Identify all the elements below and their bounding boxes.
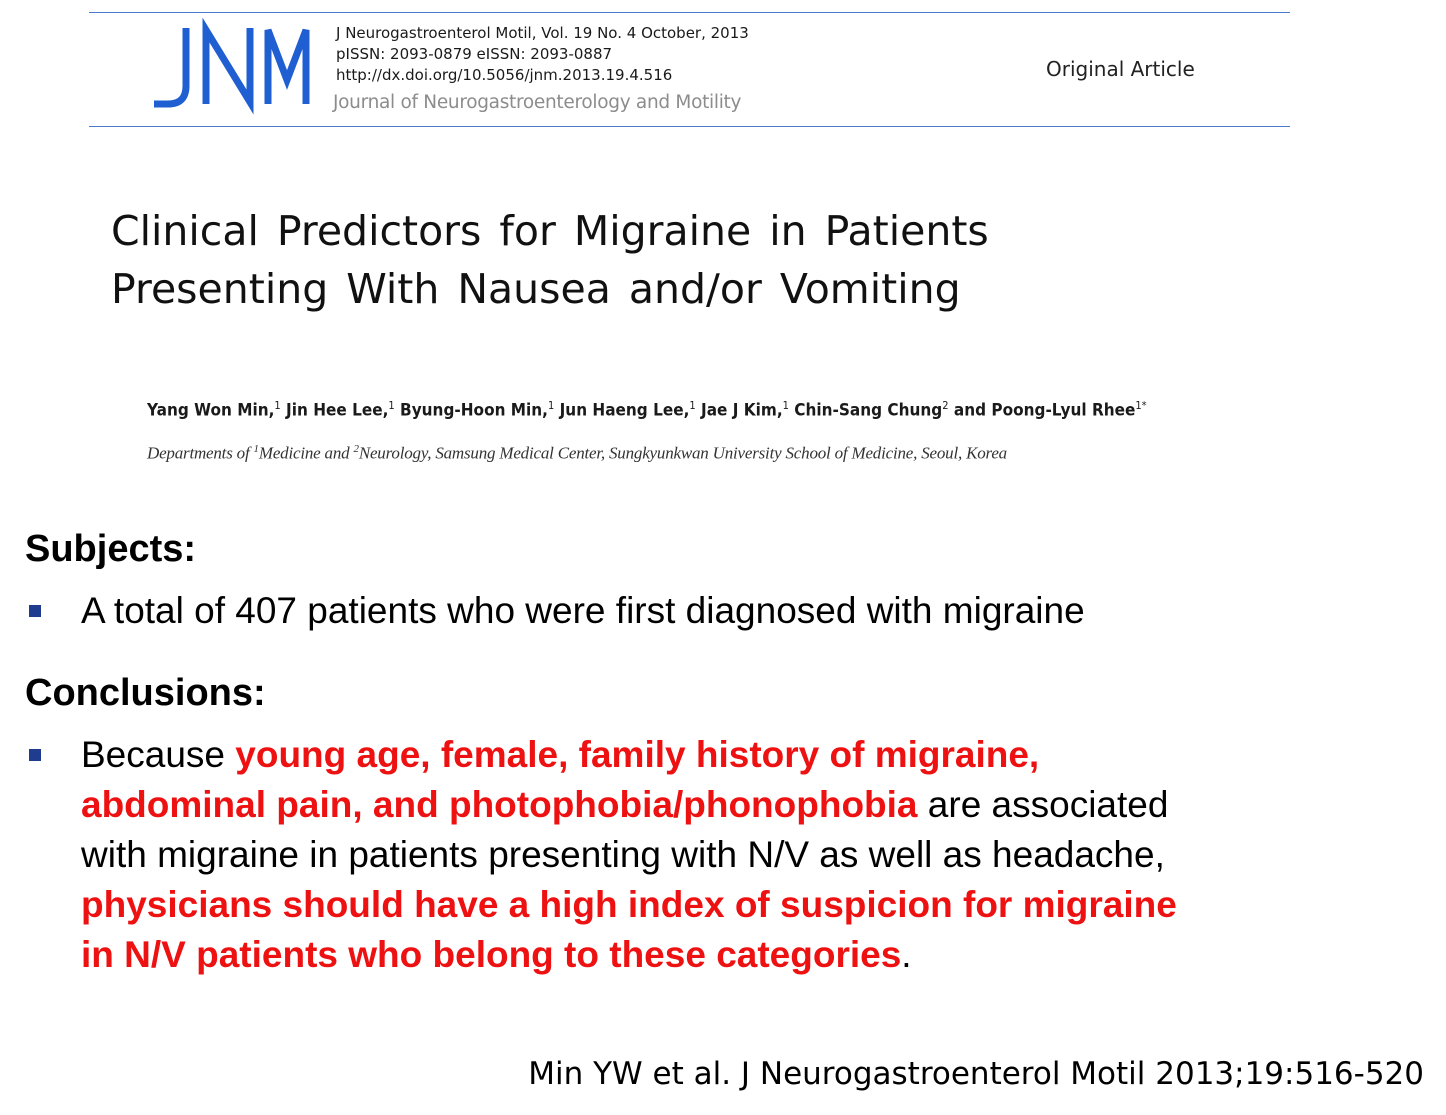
citation: Min YW et al. J Neurogastroenterol Motil 2013;19:516-520 (528, 1056, 1424, 1092)
conclusions-bullet-text (81, 730, 1177, 980)
author-sup: 1 (388, 399, 395, 412)
conclusion-highlight: physicians should have a high index of suspicion for migraine (81, 884, 1177, 925)
author-sup: 2 (942, 399, 949, 412)
journal-meta-citation: J Neurogastroenterol Motil, Vol. 19 No. 4 October, 2013 (336, 24, 749, 42)
conclusion-line-5 (81, 930, 1177, 980)
bullet-square-icon (29, 749, 41, 761)
journal-meta-issn: pISSN: 2093-0879 eISSN: 2093-0887 (336, 45, 613, 63)
affiliation-prefix: Departments of (147, 443, 254, 463)
journal-meta (336, 23, 749, 86)
affiliation-rest: Neurology, Samsung Medical Center, Sungkyunkwan University School of Medicine, Seoul, Korea (358, 443, 1007, 463)
journal-name: Journal of Neurogastroenterology and Motility (333, 92, 742, 113)
author-sup: 1 (689, 399, 696, 412)
conclusions-heading: Conclusions: (25, 672, 266, 714)
affiliation-medicine: Medicine and (258, 443, 354, 463)
conclusion-plain-text: . (901, 934, 912, 975)
author-name: and Poong-Lyul Rhee (953, 400, 1136, 421)
author-name: Jin Hee Lee, (286, 400, 389, 421)
author-sup: 1 (547, 399, 555, 412)
conclusion-plain-text: are associated (917, 784, 1169, 825)
author-sup: 1 (274, 399, 281, 412)
author-sup: 1* (1135, 399, 1147, 412)
paper-title-line-1: Clinical Predictors for Migraine in Patients (111, 207, 989, 255)
journal-meta-doi: http://dx.doi.org/10.5056/jnm.2013.19.4.516 (336, 66, 673, 84)
conclusion-line-1 (81, 730, 1177, 780)
bullet-square-icon (29, 605, 41, 617)
article-type: Original Article (1046, 57, 1195, 81)
header-top-rule (89, 12, 1290, 13)
conclusion-line-4 (81, 880, 1177, 930)
conclusion-highlight: young age, female, family history of migraine, (235, 734, 1040, 775)
conclusion-line-2 (81, 780, 1177, 830)
conclusion-line-3: with migraine in patients presenting with N/V as well as headache, (81, 834, 1165, 875)
author-name: Jun Haeng Lee, (559, 400, 690, 421)
author-sup: 1 (782, 399, 789, 412)
author-name: Jae J Kim, (701, 400, 783, 421)
conclusion-highlight: abdominal pain, and photophobia/phonophobia (81, 784, 918, 825)
author-name: Byung-Hoon Min, (400, 400, 548, 421)
header-bottom-rule (89, 126, 1290, 127)
subjects-bullet-text: A total of 407 patients who were first diagnosed with migraine (81, 590, 1085, 631)
paper-title-line-2: Presenting With Nausea and/or Vomiting (111, 265, 961, 313)
affiliation-sup: 1 (253, 443, 259, 455)
jnm-logo (150, 18, 320, 118)
author-name: Chin-Sang Chung (794, 400, 943, 421)
author-name: Yang Won Min, (147, 400, 275, 421)
conclusion-highlight: in N/V patients who belong to these categories (81, 934, 902, 975)
paper-title (111, 202, 989, 318)
affiliation-sup: 2 (353, 443, 359, 455)
affiliation (147, 443, 1007, 464)
author-list (147, 399, 1147, 421)
conclusion-plain-text: Because (81, 734, 236, 775)
subjects-heading: Subjects: (25, 528, 197, 570)
